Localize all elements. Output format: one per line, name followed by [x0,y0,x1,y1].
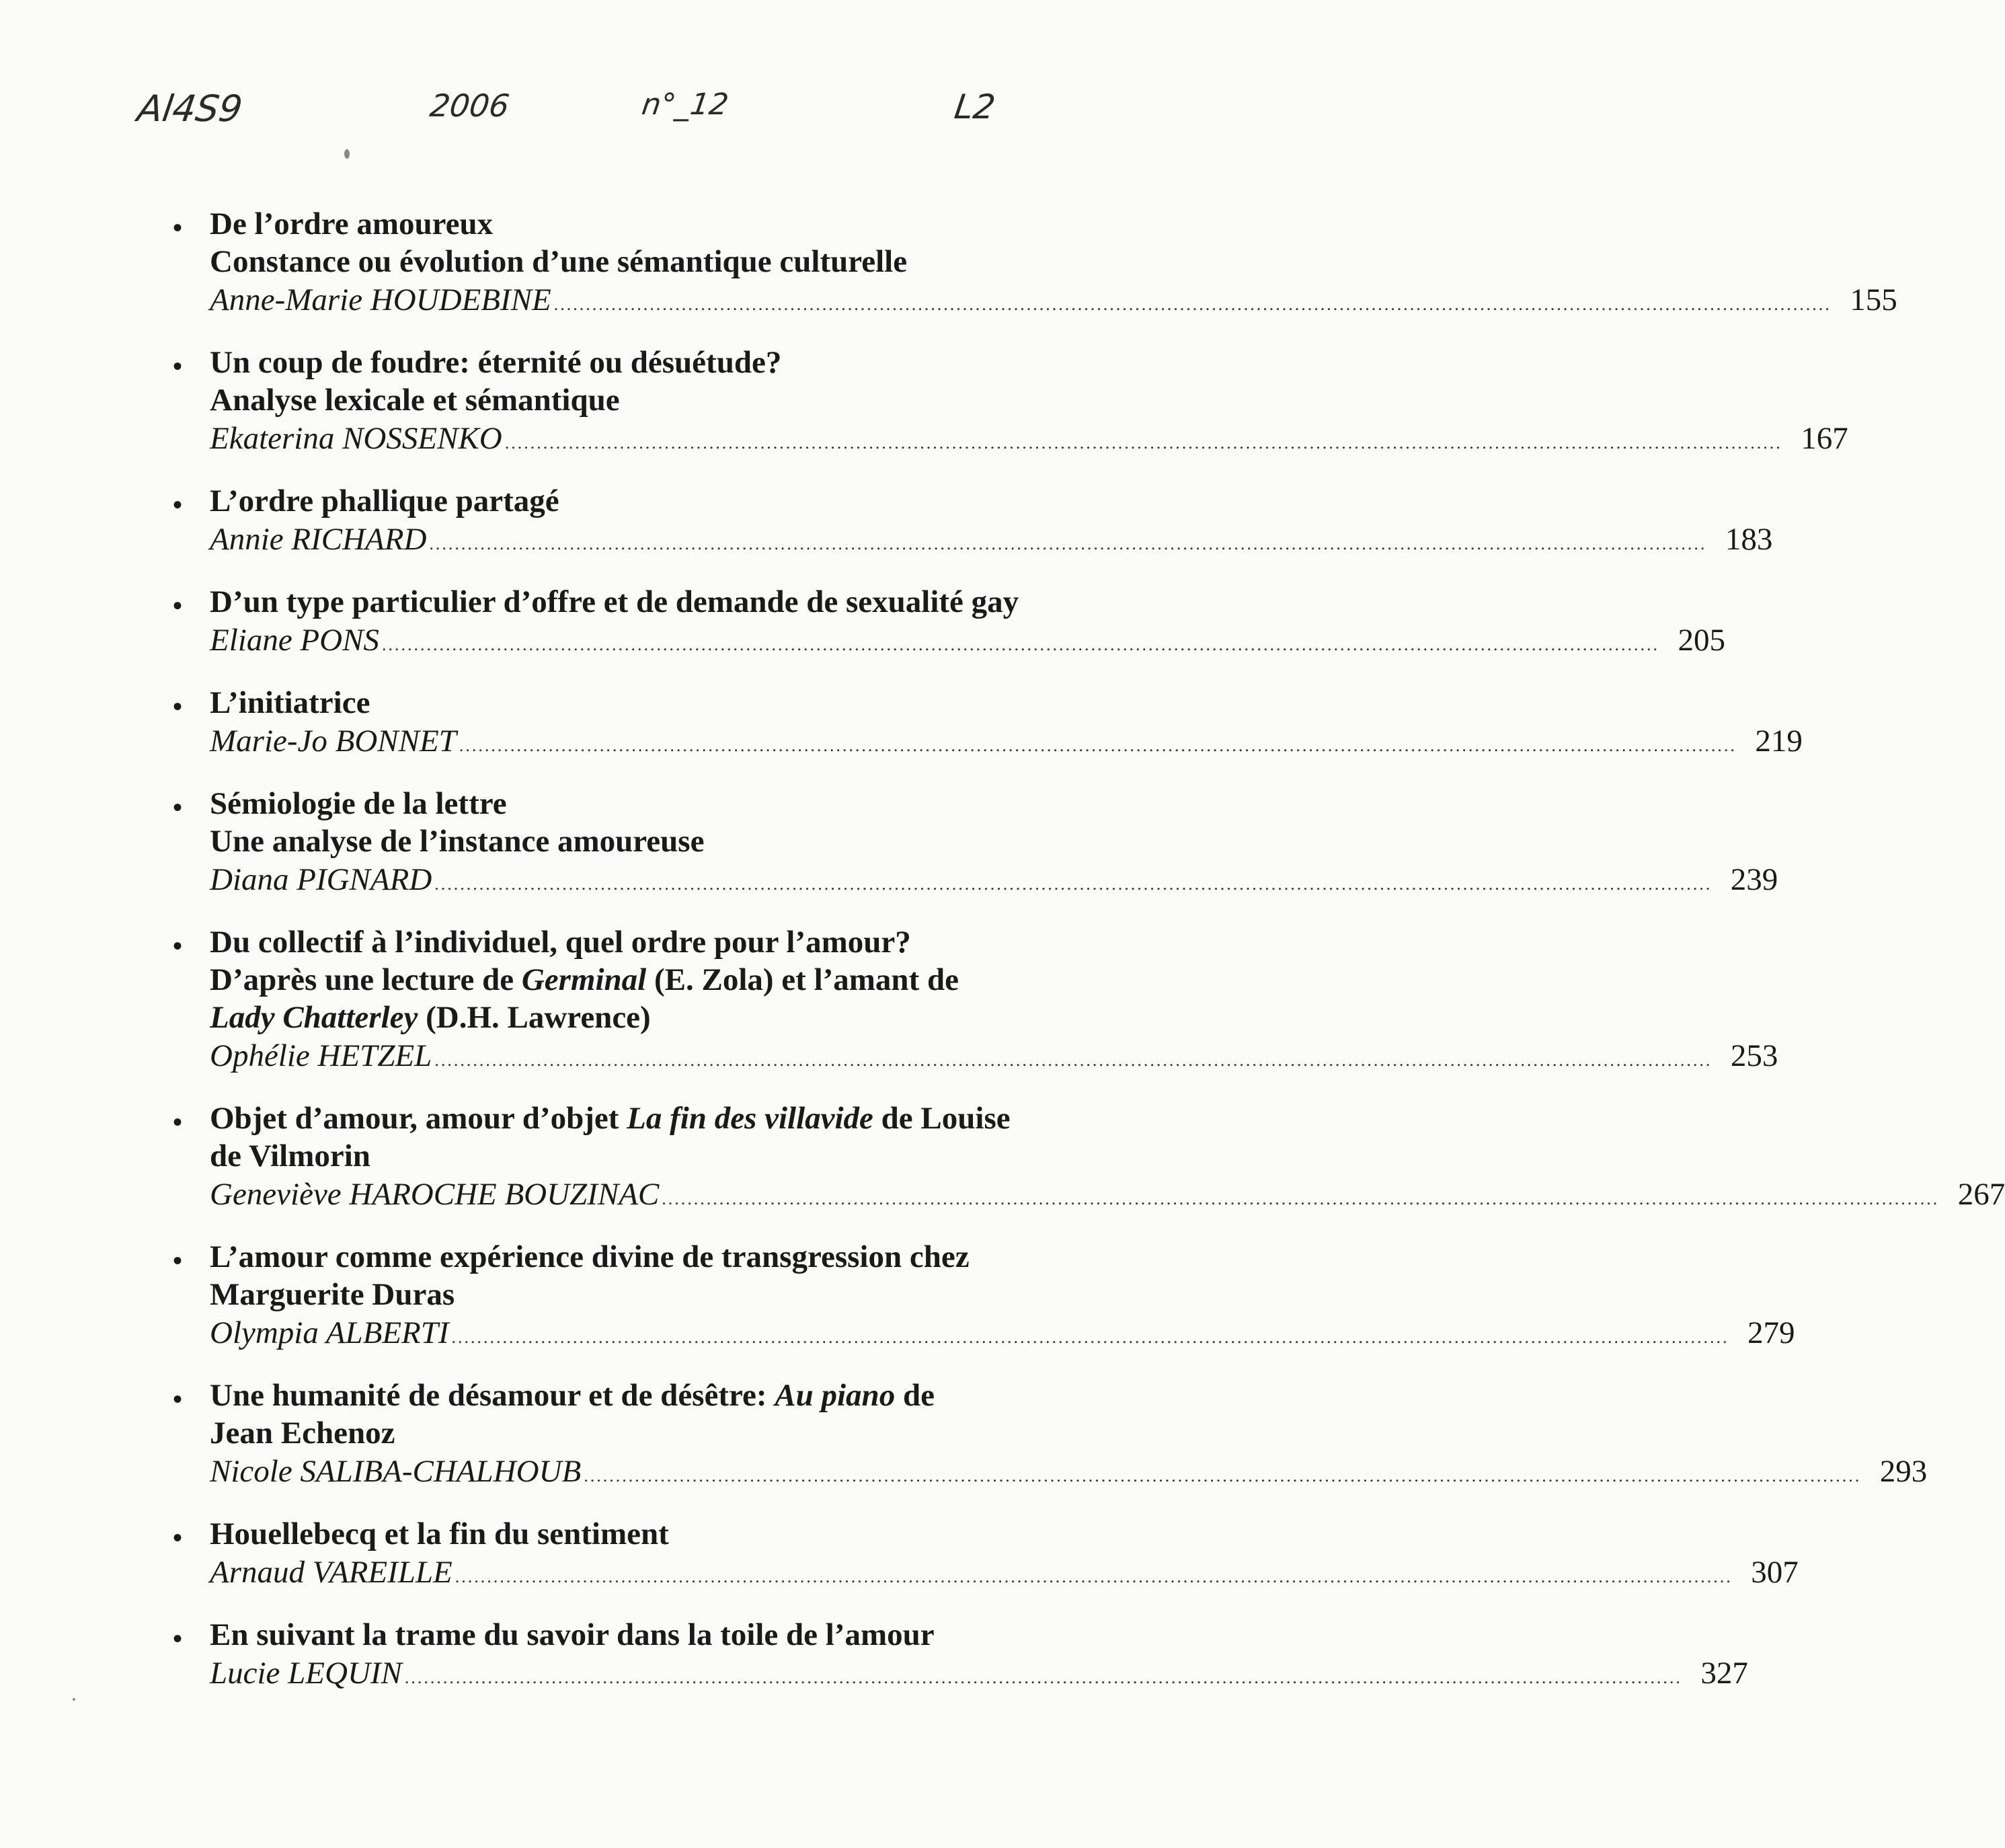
entry-title-line [210,583,1095,621]
dot-leader: ........................................................................................................................................................................................................ [434,874,1713,894]
entry-title-line [210,344,1095,381]
bullet-icon: • [173,1523,183,1553]
title-text: Analyse lexicale et sémantique [210,383,620,418]
entry-title-line [210,1377,1095,1414]
title-text: de [895,1378,935,1413]
bullet-icon: • [173,213,183,243]
author-row [210,1654,1748,1697]
bullet-icon: • [173,1245,183,1276]
title-text: Marguerite Duras [210,1277,455,1312]
bullet-icon: • [173,1107,183,1137]
entry-author: Nicole SALIBA-CHALHOUB [210,1454,582,1489]
title-text: (D.H. Lawrence) [418,1000,651,1035]
entry-title-line [210,1100,1095,1137]
toc-entry [173,923,1778,1080]
title-text: D’un type particulier d’offre et de demande de sexualité gay [210,584,1019,619]
entry-author: Anne-Marie HOUDEBINE [210,282,551,317]
dot-leader: ........................................................................................................................................................................................................ [404,1668,1682,1687]
entry-title-line [210,961,1095,999]
bullet-icon: • [173,590,183,621]
title-text: L’amour comme expérience divine de transgression chez [210,1239,970,1274]
bullet-icon: • [173,691,183,722]
author-row [210,520,1773,564]
entry-title-line [210,482,1095,520]
toc-entry [173,583,1725,664]
author-row [210,280,1897,324]
entry-title-line [210,1616,1095,1654]
dot-leader: ........................................................................................................................................................................................................ [381,635,1659,654]
author-row [210,860,1778,904]
entry-page-number: 167 [1801,421,1848,456]
bullet-icon: • [173,931,183,961]
dot-leader: ........................................................................................................................................................................................................ [434,1050,1713,1070]
entry-page-number: 253 [1730,1038,1778,1073]
author-row [210,1036,1778,1080]
entry-title-line [210,381,1095,419]
title-text: Objet d’amour, amour d’objet [210,1101,627,1136]
toc-entry [173,482,1773,564]
handwritten-year: 2006 [428,87,512,124]
title-text: Jean Echenoz [210,1416,395,1451]
toc-entry [173,785,1778,904]
entry-title-line [210,923,1095,961]
author-row [210,1175,2005,1219]
title-text: L’initiatrice [210,685,370,720]
entry-title-line [210,243,1095,280]
title-text: de Louise [873,1101,1011,1136]
title-text: Un coup de foudre: éternité ou désuétude? [210,345,782,380]
handwritten-call-number: Al4S9 [134,87,245,130]
entry-page-number: 219 [1755,724,1803,759]
toc-entry [173,344,1848,463]
entry-author: Diana PIGNARD [210,862,432,897]
entry-page-number: 307 [1751,1555,1799,1590]
entry-title-line [210,1515,1095,1553]
dot-leader: ........................................................................................................................................................................................................ [459,736,1737,755]
entry-author: Arnaud VAREILLE [210,1555,453,1590]
toc-entry [173,1616,1748,1697]
entry-title-line [210,999,1095,1036]
entry-author: Olympia ALBERTI [210,1315,449,1350]
ink-speck [344,149,350,159]
dot-leader: ........................................................................................................................................................................................................ [451,1327,1729,1347]
bullet-icon: • [173,1623,183,1654]
entry-title-line [210,205,1095,243]
title-text: De l’ordre amoureux [210,206,494,241]
title-text: Houellebecq et la fin du sentiment [210,1516,669,1551]
entry-page-number: 205 [1678,623,1725,658]
entry-title-line [210,822,1095,860]
title-text: D’après une lecture de [210,962,522,997]
entry-title-line [210,684,1095,722]
handwritten-shelf: L2 [951,87,998,126]
italic-work-title: Germinal [521,962,647,997]
ink-speck [73,1698,75,1701]
author-row [210,722,1803,765]
entry-page-number: 279 [1747,1315,1795,1350]
dot-leader: ........................................................................................................................................................................................................ [662,1189,1940,1208]
bullet-icon: • [173,792,183,822]
italic-work-title: Au piano [775,1378,896,1413]
author-row [210,419,1848,463]
entry-title-line [210,1276,1095,1313]
dot-leader: ........................................................................................................................................................................................................ [553,295,1832,314]
dot-leader: ........................................................................................................................................................................................................ [584,1466,1862,1486]
entry-page-number: 293 [1879,1454,1928,1489]
table-of-contents [173,205,2005,1717]
bullet-icon: • [173,1384,183,1414]
title-text: Sémiologie de la lettre [210,786,507,821]
entry-title-line [210,1238,1095,1276]
entry-author: Ekaterina NOSSENKO [210,421,502,456]
entry-page-number: 183 [1725,522,1773,557]
toc-entry [173,1100,2005,1219]
title-text: Une analyse de l’instance amoureuse [210,824,705,859]
author-row [210,1553,1799,1596]
dot-leader: ........................................................................................................................................................................................................ [455,1567,1733,1586]
toc-entry [173,1515,1799,1596]
entry-page-number: 155 [1850,282,1897,317]
entry-page-number: 267 [1957,1177,2005,1212]
title-text: Une humanité de désamour et de désêtre: [210,1378,775,1413]
entry-title-line [210,785,1095,822]
toc-entry [173,1377,1928,1496]
entry-author: Eliane PONS [210,623,379,658]
author-row [210,621,1725,664]
bullet-icon: • [173,490,183,520]
entry-author: Marie-Jo BONNET [210,724,457,759]
entry-title-line [210,1414,1095,1452]
entry-author: Annie RICHARD [210,522,427,557]
title-text: de Vilmorin [210,1139,370,1173]
italic-work-title: Lady Chatterley [210,1000,418,1035]
bullet-icon: • [173,351,183,381]
toc-entry [173,1238,1795,1357]
entry-author: Ophélie HETZEL [210,1038,432,1073]
entry-page-number: 239 [1730,862,1778,897]
entry-page-number: 327 [1700,1656,1748,1691]
title-text: L’ordre phallique partagé [210,484,559,518]
dot-leader: ........................................................................................................................................................................................................ [429,534,1707,553]
entry-author: Lucie LEQUIN [210,1656,402,1691]
italic-work-title: La fin des villavide [627,1101,873,1136]
author-row [210,1452,1928,1496]
entry-author: Geneviève HAROCHE BOUZINAC [210,1177,660,1212]
title-text: Du collectif à l’individuel, quel ordre pour l’amour? [210,925,911,960]
author-row [210,1313,1795,1357]
toc-entry [173,205,1897,324]
toc-entry [173,684,1803,765]
title-text: (E. Zola) et l’amant de [646,962,959,997]
title-text: Constance ou évolution d’une sémantique culturelle [210,244,908,279]
entry-title-line [210,1137,1095,1175]
title-text: En suivant la trame du savoir dans la toile de l’amour [210,1617,935,1652]
handwritten-issue: n°_12 [639,87,731,122]
dot-leader: ........................................................................................................................................................................................................ [504,433,1782,453]
